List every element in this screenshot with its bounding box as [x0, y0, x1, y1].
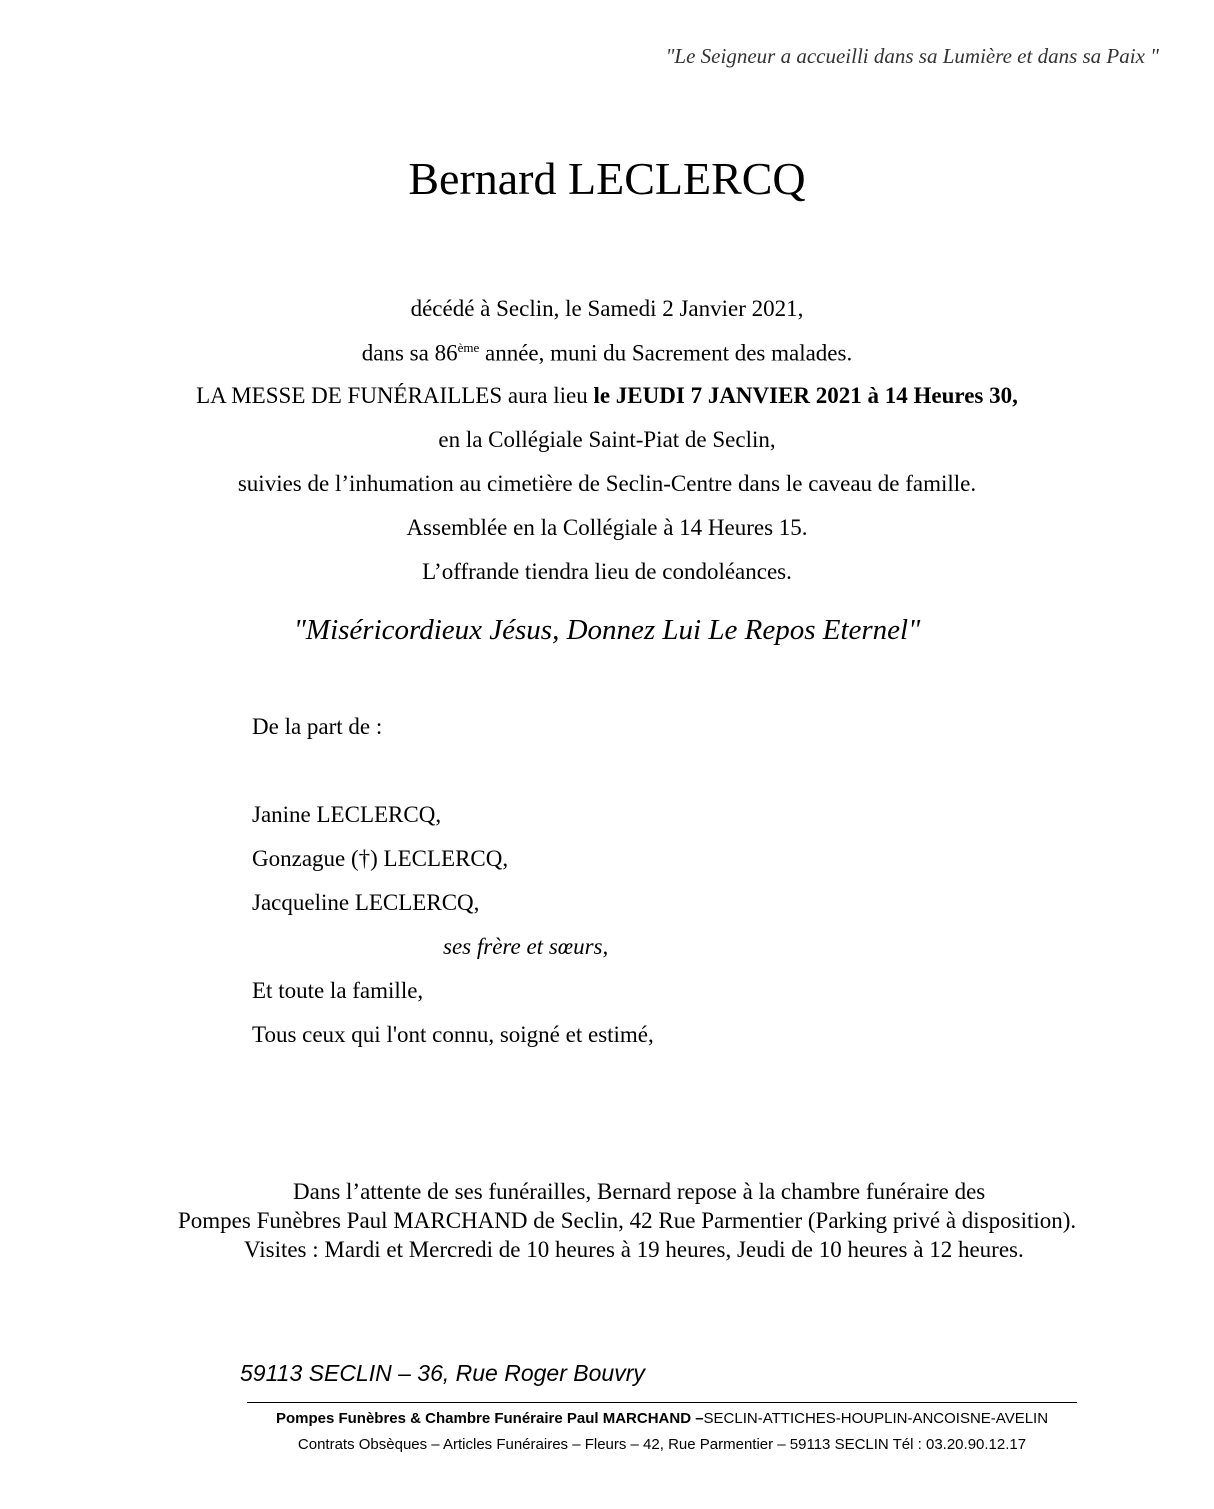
offering-line: L’offrande tiendra lieu de condoléances.	[422, 559, 792, 584]
age-suffix: année, muni du Sacrement des malades.	[479, 340, 853, 366]
prayer: "Miséricordieux Jésus, Donnez Lui Le Repos Eternel"	[293, 614, 921, 646]
family-intro: De la part de :	[252, 714, 383, 739]
mass-date: le JEUDI 7 JANVIER 2021 à 14 Heures 30,	[593, 383, 1018, 408]
church-line: en la Collégiale Saint-Piat de Seclin,	[438, 427, 776, 452]
mass-prefix: LA MESSE DE FUNÉRAILLES aura lieu	[196, 383, 594, 408]
funeral-home-address: 59113 SECLIN – 36, Rue Roger Bouvry	[240, 1360, 645, 1386]
family-relation: ses frère et sœurs,	[443, 934, 609, 959]
family-member: Gonzague (†) LECLERCQ,	[252, 846, 509, 871]
burial-line: suivies de l’inhumation au cimetière de Seclin-Centre dans le caveau de famille.	[237, 471, 977, 496]
family-other: Et toute la famille,	[252, 978, 424, 1003]
footer-divider	[247, 1402, 1077, 1403]
age-ordinal: ème	[457, 340, 480, 355]
assembly-line: Assemblée en la Collégiale à 14 Heures 15.	[406, 515, 808, 540]
repose-line-3: Visites : Mardi et Mercredi de 10 heures à 19 heures, Jeudi de 10 heures à 12 heures.	[244, 1237, 1024, 1262]
age-prefix: dans sa 86	[361, 340, 458, 366]
company-services: Contrats Obsèques – Articles Funéraires – Fleurs – 42, Rue Parmentier – 59113 SECLIN Tél : 03.20.90.12.17	[297, 1436, 1027, 1453]
company-locations: SECLIN-ATTICHES-HOUPLIN-ANCOISNE-AVELIN	[703, 1410, 1049, 1427]
repose-line-1: Dans l’attente de ses funérailles, Bernard repose à la chambre funéraire des	[293, 1179, 986, 1204]
age-line	[0, 340, 1214, 367]
family-member: Janine LECLERCQ,	[252, 802, 442, 827]
deceased-name: Bernard LECLERCQ	[408, 153, 806, 204]
family-other: Tous ceux qui l'ont connu, soigné et estimé,	[252, 1022, 654, 1047]
death-line: décédé à Seclin, le Samedi 2 Janvier 2021,	[410, 296, 804, 321]
family-member: Jacqueline LECLERCQ,	[252, 890, 480, 915]
mass-line	[0, 383, 1214, 409]
company-line	[247, 1410, 1077, 1427]
repose-line-2: Pompes Funèbres Paul MARCHAND de Seclin, 42 Rue Parmentier (Parking privé à disposition).	[178, 1208, 1077, 1233]
company-name: Pompes Funèbres & Chambre Funéraire Paul MARCHAND –	[275, 1410, 704, 1427]
epigraph: "Le Seigneur a accueilli dans sa Lumière et dans sa Paix "	[665, 44, 1159, 68]
